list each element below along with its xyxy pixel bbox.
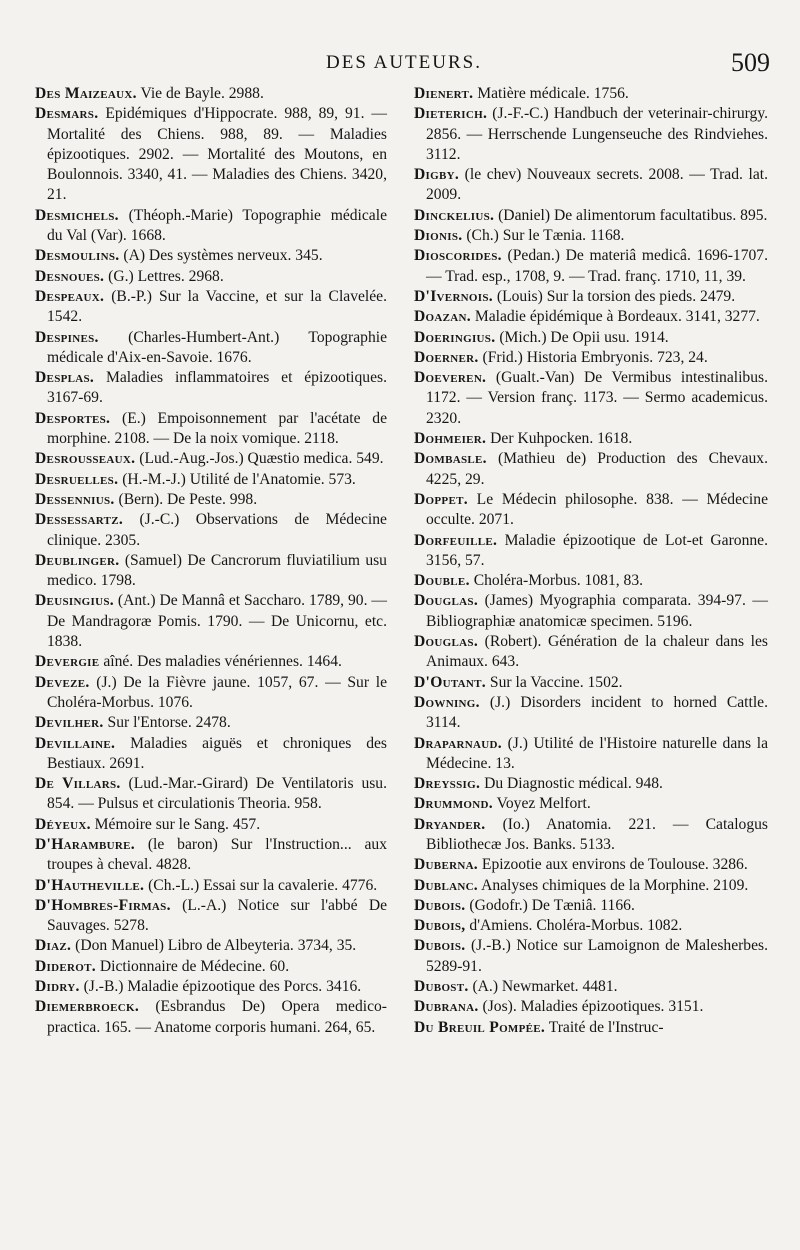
author-name: Desmoulins. (35, 247, 120, 265)
author-name: Desruelles. (35, 470, 119, 488)
index-entry (414, 490, 768, 531)
entry-text: (le chev) Nouveaux secrets. 2008. — Trad. lat. 2009. (426, 166, 768, 204)
entry-text: (Robert). Génération de la chaleur dans les Animaux. 643. (426, 633, 768, 671)
author-name: Desmars. (35, 105, 99, 123)
author-name: Digby. (414, 166, 460, 184)
index-entry (414, 977, 768, 997)
author-name: Desmichels. (35, 206, 119, 224)
index-entry (414, 571, 768, 591)
author-name: Diemerbroeck. (35, 998, 140, 1016)
author-name: Dinckelius. (414, 206, 495, 224)
author-name: Draparnaud. (414, 734, 502, 752)
index-entry (35, 104, 387, 205)
author-name: Dubois. (414, 896, 466, 914)
index-entry (35, 815, 387, 835)
index-entry (414, 774, 768, 794)
entry-text: Dictionnaire de Médecine. 60. (99, 957, 290, 975)
index-entry (35, 510, 387, 551)
page-number: 509 (731, 48, 770, 77)
author-name: Deveze. (35, 673, 90, 691)
author-name: Despeaux. (35, 287, 105, 305)
entry-text: (James) Myographia comparata. 394-97. — Bibliographiæ anatomicæ specimen. 5196. (426, 592, 768, 630)
entry-text: (A) Des systèmes nerveux. 345. (123, 247, 323, 265)
author-name: D'Outant. (414, 673, 487, 691)
author-name: Devilher. (35, 714, 104, 732)
entry-text: (J.-B.) Maladie épizootique des Porcs. 3416. (83, 978, 362, 996)
author-name: Dubrana. (414, 998, 479, 1016)
author-name: D'Harambure. (35, 835, 135, 853)
index-entry (414, 1018, 768, 1038)
entry-text: Vie de Bayle. 2988. (140, 85, 264, 102)
entry-text: (J.-C.) Observations de Médecine clinique. 2305. (47, 511, 387, 549)
entry-text: (Samuel) De Cancrorum fluviatilium usu medico. 1798. (47, 551, 387, 590)
entry-text: (Daniel) De alimentorum facultatibus. 895. (498, 206, 768, 224)
entry-text: (Bern). De Peste. 998. (118, 490, 258, 508)
index-entry (35, 673, 387, 714)
index-entry (35, 876, 387, 896)
author-name: Desplas. (35, 369, 95, 387)
index-entry (35, 267, 387, 287)
author-name: Dombasle. (414, 450, 487, 468)
entry-text: Maladie épizootique de Lot-et Garonne. 3156, 57. (426, 531, 768, 569)
entry-text: (Don Manuel) Libro de Albeyteria. 3734, 35. (75, 937, 357, 955)
entry-text: (A.) Newmarket. 4481. (472, 978, 618, 996)
entry-text: Der Kuhpocken. 1618. (490, 430, 633, 448)
author-name: Dessessartz. (35, 511, 124, 529)
index-entry (35, 734, 387, 775)
index-entry (35, 287, 387, 328)
index-entry (35, 997, 387, 1038)
author-name: Didry. (35, 978, 80, 996)
entry-text: Maladies inflammatoires et épizootiques. 3167-69. (47, 369, 387, 407)
entry-text: (Lud.-Mar.-Girard) De Ventilatoris usu. 854. — Pulsus et circulationis Theoria. 958. (47, 775, 388, 813)
entry-text: (J.) Utilité de l'Histoire naturelle dans la Médecine. 13. (426, 734, 768, 772)
index-entry (414, 855, 768, 875)
author-name: Doeringius. (414, 328, 496, 346)
entry-text: d'Amiens. Choléra-Morbus. 1082. (469, 917, 683, 935)
index-entry (35, 957, 387, 977)
entry-text: (Gualt.-Van) De Vermibus intestinalibus. 1172. — Version franç. 1173. — Sermo academicus. 2320. (426, 369, 768, 427)
index-entry (414, 632, 768, 673)
index-entry (414, 348, 768, 368)
entry-text: (Esbrandus De) Opera medico-practica. 165. — Anatome corporis humani. 264, 65. (47, 998, 387, 1036)
author-name: Dieterich. (414, 105, 488, 123)
author-name: Downing. (414, 693, 480, 711)
index-entry (35, 368, 387, 409)
entry-text: Analyses chimiques de la Morphine. 2109. (481, 876, 749, 894)
index-entry (35, 551, 387, 592)
author-name: Devergie (35, 653, 100, 671)
entry-text: Choléra-Morbus. 1081, 83. (473, 572, 644, 590)
author-name: Dohmeier. (414, 430, 487, 448)
page-header (30, 48, 778, 88)
index-entry (35, 713, 387, 733)
author-name: De Villars. (35, 775, 121, 793)
entry-text: (J.-F.-C.) Handbuch der veterinair-chirurgy. 2856. — Herrschende Lungenseuche des Rindviehes. 3112. (426, 105, 768, 163)
index-entry (414, 794, 768, 814)
entry-text: (Théoph.-Marie) Topographie médicale du Val (Var). 1668. (47, 206, 387, 245)
author-name: Dryander. (414, 815, 486, 833)
index-entry (35, 206, 387, 247)
entry-text: Du Diagnostic médical. 948. (484, 775, 663, 793)
author-name: Double. (414, 572, 470, 590)
index-entry (414, 246, 768, 287)
entry-text: (Pedan.) De materiâ medicâ. 1696-1707. — Trad. esp., 1708, 9. — Trad. franç. 1710, 11, 39. (426, 247, 768, 285)
index-entry (414, 997, 768, 1017)
author-name: Despines. (35, 328, 99, 346)
left-column (35, 84, 387, 1038)
entry-text: (E.) Empoisonnement par l'acétate de morphine. 2108. — De la noix vomique. 2118. (47, 409, 387, 448)
index-entry (35, 409, 387, 450)
index-entry (35, 328, 387, 369)
author-name: Dubois, (414, 917, 466, 935)
author-name: Doerner. (414, 348, 479, 366)
author-name: Dorfeuille. (414, 531, 498, 549)
entry-text: Le Médecin philosophe. 838. — Médecine occulte. 2071. (426, 490, 768, 529)
author-name: Dubois. (414, 937, 466, 955)
index-entry (414, 876, 768, 896)
entry-text: (Frid.) Historia Embryonis. 723, 24. (482, 348, 708, 366)
entry-text: Epizootie aux environs de Toulouse. 3286. (481, 856, 748, 874)
author-name: Dubost. (414, 978, 469, 996)
index-entry (414, 815, 768, 856)
entry-text: Mémoire sur le Sang. 457. (94, 815, 261, 833)
entry-text: (G.) Lettres. 2968. (108, 267, 224, 285)
entry-text: Maladie épidémique à Bordeaux. 3141, 3277. (474, 308, 760, 326)
entry-text: (le baron) Sur l'Instruction... aux troupes à cheval. 4828. (47, 835, 387, 874)
entry-text: aîné. Des maladies vénériennes. 1464. (103, 653, 342, 671)
entry-text: Sur l'Entorse. 2478. (107, 714, 231, 732)
index-entry (414, 206, 768, 226)
author-name: Diaz. (35, 937, 72, 955)
entry-text: (Charles-Humbert-Ant.) Topographie médicale d'Aix-en-Savoie. 1676. (47, 328, 387, 366)
index-entry (414, 307, 768, 327)
index-entry (35, 936, 387, 956)
index-entry (35, 835, 387, 876)
entry-text: (L.-A.) Notice sur l'abbé De Sauvages. 5278. (47, 896, 388, 935)
index-entry (414, 693, 768, 734)
entry-text: (Lud.-Aug.-Jos.) Quæstio medica. 549. (139, 450, 384, 468)
author-name: D'Ivernois. (414, 287, 493, 305)
index-entry (35, 591, 387, 652)
index-entry (414, 673, 768, 693)
author-name: Desnoues. (35, 267, 105, 285)
index-entry (414, 429, 768, 449)
author-name: Duberna. (414, 856, 479, 874)
author-name: Douglas. (414, 633, 479, 651)
running-head: DES AUTEURS. (326, 52, 482, 73)
index-entry (414, 165, 768, 206)
author-name: Dienert. (414, 85, 474, 102)
index-entry (35, 490, 387, 510)
author-name: Dioscorides. (414, 247, 502, 265)
index-entry (414, 734, 768, 775)
author-name: Du Breuil Pompée. (414, 1018, 546, 1036)
index-entry (35, 652, 387, 672)
index-entry (414, 328, 768, 348)
entry-text: (Ch.-L.) Essai sur la cavalerie. 4776. (148, 876, 378, 894)
entry-text: (J.) De la Fièvre jaune. 1057, 67. — Sur le Choléra-Morbus. 1076. (47, 673, 388, 711)
entry-text: Traité de l'Instruc- (548, 1018, 664, 1036)
index-entry (414, 104, 768, 165)
author-name: Dreyssig. (414, 775, 481, 793)
entry-text: Maladies aiguës et chroniques des Bestiaux. 2691. (47, 734, 387, 772)
index-entry (414, 896, 768, 916)
index-entry (414, 84, 768, 104)
index-entry (35, 896, 387, 937)
author-name: Des Maizeaux. (35, 85, 137, 102)
right-column (414, 84, 768, 1038)
index-entry (35, 977, 387, 997)
index-entry (35, 774, 387, 815)
author-name: Doppet. (414, 490, 468, 508)
index-entry (35, 449, 387, 469)
index-entry (414, 531, 768, 572)
entry-text: Voyez Melfort. (496, 795, 591, 813)
author-name: D'Hombres-Firmas. (35, 896, 171, 914)
index-entry (414, 591, 768, 632)
entry-text: (Louis) Sur la torsion des pieds. 2479. (496, 287, 736, 305)
index-entry (414, 936, 768, 977)
author-name: Drummond. (414, 795, 493, 813)
author-name: D'Hautheville. (35, 876, 145, 894)
entry-text: Sur la Vaccine. 1502. (489, 673, 623, 691)
index-entry (35, 470, 387, 490)
author-name: Diderot. (35, 957, 96, 975)
author-name: Deublinger. (35, 551, 120, 569)
index-entry (414, 916, 768, 936)
index-entry (414, 226, 768, 246)
author-name: Devillaine. (35, 734, 116, 752)
author-name: Douglas. (414, 592, 479, 610)
index-entry (414, 368, 768, 429)
index-entry (414, 449, 768, 490)
author-name: Deusingius. (35, 592, 114, 610)
entry-text: (J.-B.) Notice sur Lamoignon de Malesherbes. 5289-91. (426, 937, 768, 975)
author-name: Desrousseaux. (35, 450, 136, 468)
index-entry (414, 287, 768, 307)
entry-text: (Godofr.) De Tæniâ. 1166. (469, 896, 635, 914)
author-name: Doeveren. (414, 369, 487, 387)
author-name: Dessennius. (35, 490, 115, 508)
entry-text: (Mathieu de) Production des Chevaux. 4225, 29. (426, 450, 769, 488)
author-name: Doazan. (414, 308, 471, 326)
entry-text: (Jos). Maladies épizootiques. 3151. (482, 998, 704, 1016)
author-name: Dublanc. (414, 876, 479, 894)
entry-text: (Ch.) Sur le Tænia. 1168. (466, 227, 625, 245)
entry-text: (Io.) Anatomia. 221. — Catalogus Bibliothecæ Jos. Banks. 5133. (426, 815, 768, 853)
entry-text: Epidémiques d'Hippocrate. 988, 89, 91. — Mortalité des Chiens. 988, 89. — Maladies épizootiques. 2902. — Mortalité des Moutons, en Boulonnois. 3340, 41. — Maladies des Chiens. 3420, 21. (47, 105, 387, 204)
index-entry (35, 84, 387, 104)
entry-text: (Ant.) De Mannâ et Saccharo. 1789, 90. — De Mandragoræ Pomis. 1790. — De Unicornu, etc. 1838. (47, 592, 387, 651)
author-name: Dionis. (414, 227, 463, 245)
entry-text: (B.-P.) Sur la Vaccine, et sur la Clavelée. 1542. (47, 287, 387, 326)
entry-text: (J.) Disorders incident to horned Cattle. 3114. (426, 693, 768, 732)
entry-text: (H.-M.-J.) Utilité de l'Anatomie. 573. (122, 470, 356, 488)
author-name: Déyeux. (35, 815, 91, 833)
index-entry (35, 246, 387, 266)
author-name: Desportes. (35, 409, 111, 427)
entry-text: Matière médicale. 1756. (477, 85, 629, 102)
entry-text: (Mich.) De Opii usu. 1914. (499, 328, 669, 346)
